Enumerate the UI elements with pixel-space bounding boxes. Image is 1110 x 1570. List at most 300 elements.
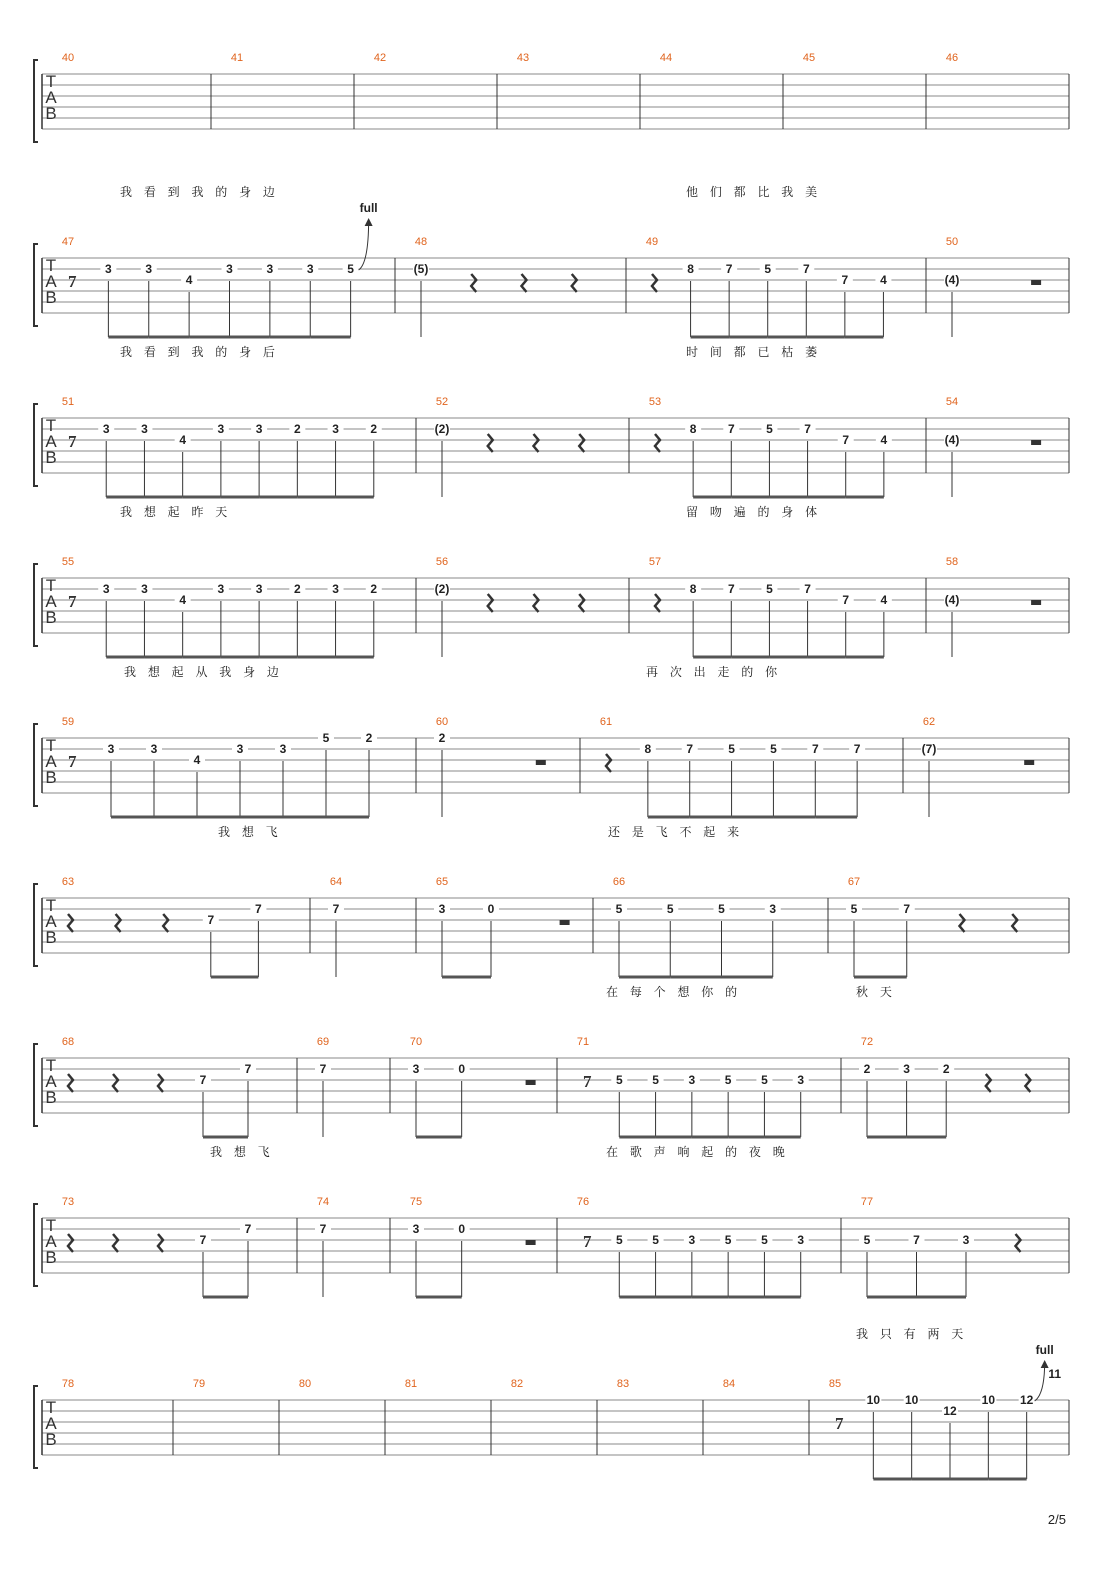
measure — [62, 716, 377, 817]
fret-number: 3 — [332, 422, 339, 436]
measure-number: 62 — [922, 716, 936, 728]
rest-quarter — [1025, 1074, 1030, 1092]
fret-number: 5 — [615, 1073, 623, 1087]
fret-number: 7 — [686, 742, 694, 756]
measure — [62, 556, 382, 657]
fret-number: 3 — [903, 1062, 910, 1076]
measure — [921, 716, 1034, 817]
measure — [299, 1378, 311, 1390]
measure — [231, 52, 243, 64]
measure-number: 52 — [435, 396, 449, 408]
tab-clef-letter: A — [45, 912, 57, 931]
tab-clef-letter: T — [45, 1398, 57, 1417]
tab-system — [34, 52, 1069, 142]
rest-eighth: 7 — [68, 272, 77, 291]
fret-number: 2 — [370, 422, 378, 436]
fret-number: 4 — [880, 273, 887, 287]
fret-number: 2 — [293, 422, 301, 436]
fret-number: 7 — [319, 1222, 327, 1236]
measure — [803, 52, 815, 64]
measure-number: 75 — [409, 1196, 423, 1208]
measure-number: 61 — [599, 716, 613, 728]
measure — [62, 1378, 74, 1390]
tab-clef-letter: T — [45, 1216, 57, 1235]
fret-number: 7 — [903, 902, 911, 916]
measure-number: 69 — [316, 1036, 330, 1048]
rest-eighth: 7 — [68, 592, 77, 611]
fret-number: 7 — [725, 262, 733, 276]
measure — [859, 1036, 1030, 1137]
rest-half — [526, 1240, 536, 1245]
fret-number: 5 — [850, 902, 858, 916]
measure — [617, 1378, 629, 1390]
fret-number: (7) — [921, 742, 937, 756]
fret-number: 4 — [193, 753, 201, 767]
fret-number: 3 — [141, 582, 148, 596]
tab-clef-letter: A — [45, 1072, 57, 1091]
fret-number: 3 — [769, 902, 777, 916]
fret-number: 4 — [880, 593, 888, 607]
fret-number: 3 — [105, 262, 112, 276]
measure — [646, 236, 892, 337]
fret-number: 10 — [904, 1393, 919, 1407]
fret-number: 7 — [811, 742, 819, 756]
measure — [660, 52, 672, 64]
fret-number: 7 — [319, 1062, 327, 1076]
measure-number: 53 — [648, 396, 662, 408]
fret-number: 3 — [797, 1233, 805, 1247]
tab-clef-letter: B — [45, 768, 57, 787]
tab-clef-letter: B — [45, 928, 57, 947]
tab-clef-letter: B — [45, 1430, 57, 1449]
fret-number: 3 — [412, 1062, 420, 1076]
measure-number: 48 — [414, 236, 428, 248]
measure — [944, 396, 1041, 497]
measure — [434, 396, 584, 497]
fret-number: 0 — [458, 1222, 466, 1236]
page-number: 2/5 — [1047, 1512, 1066, 1527]
fret-number: 5 — [770, 742, 777, 756]
rest-quarter — [158, 1234, 163, 1252]
measure — [374, 52, 386, 64]
measure-number: 57 — [648, 556, 662, 568]
measure-number: 66 — [612, 876, 626, 888]
measure — [62, 1036, 256, 1137]
measure — [62, 1196, 256, 1297]
measure-number: 42 — [373, 52, 387, 64]
rest-quarter — [113, 1074, 118, 1092]
measure-number: 56 — [435, 556, 449, 568]
bend-label: full — [1035, 1343, 1054, 1357]
fret-number: 8 — [689, 422, 697, 436]
fret-number: 7 — [255, 902, 262, 916]
measure — [511, 1378, 523, 1390]
tab-clef-letter: B — [45, 448, 57, 467]
measure-number: 60 — [435, 716, 449, 728]
measure-number: 45 — [802, 52, 816, 64]
lyric-line: 我 只 有 两 天 — [856, 1327, 968, 1341]
fret-number: 5 — [615, 1233, 623, 1247]
measure — [328, 876, 344, 977]
fret-number: 7 — [802, 262, 810, 276]
fret-number: 2 — [293, 582, 301, 596]
lyric-line: 时 间 都 已 枯 萎 — [686, 345, 822, 359]
rest-quarter — [534, 434, 539, 452]
fret-number: 0 — [487, 902, 495, 916]
fret-number: 3 — [150, 742, 158, 756]
rest-quarter — [655, 434, 660, 452]
system-bracket — [34, 404, 38, 486]
fret-number: 7 — [332, 902, 340, 916]
tab-clef-letter: B — [45, 1088, 57, 1107]
fret-number: 3 — [255, 422, 263, 436]
fret-number: 5 — [347, 262, 354, 276]
measure-number: 59 — [61, 716, 75, 728]
measure — [315, 1196, 331, 1297]
fret-number: 7 — [804, 422, 811, 436]
fret-number: 5 — [615, 902, 623, 916]
fret-number: 12 — [943, 1404, 957, 1418]
fret-number: 5 — [761, 1233, 768, 1247]
fret-number: 2 — [863, 1062, 871, 1076]
measure-number: 43 — [516, 52, 530, 64]
rest-quarter — [579, 594, 584, 612]
fret-number: 3 — [306, 262, 314, 276]
fret-number: 3 — [145, 262, 153, 276]
measure-number: 80 — [298, 1378, 312, 1390]
measure — [611, 876, 781, 977]
measure-number: 81 — [404, 1378, 418, 1390]
measure — [408, 1036, 536, 1137]
measure — [600, 716, 865, 817]
measure — [723, 1378, 735, 1390]
measure — [434, 716, 546, 817]
measure — [405, 1378, 417, 1390]
lyric-line: 我 想 飞 — [218, 825, 282, 839]
tab-clef-letter: A — [45, 592, 57, 611]
fret-number: 7 — [913, 1233, 920, 1247]
fret-number: 7 — [804, 582, 811, 596]
measure-number: 47 — [61, 236, 75, 248]
system-bracket — [34, 244, 38, 326]
tab-system — [34, 1326, 1069, 1479]
tab-clef-letter: A — [45, 272, 57, 291]
rest-quarter — [652, 274, 657, 292]
measure — [62, 876, 267, 977]
rest-quarter — [572, 274, 577, 292]
rest-quarter — [488, 594, 493, 612]
rest-quarter — [534, 594, 539, 612]
tab-system — [34, 984, 1069, 1137]
fret-number: 5 — [761, 1073, 768, 1087]
fret-number: (5) — [413, 262, 429, 276]
lyric-line: 我 看 到 我 的 身 边 — [120, 185, 279, 199]
rest-half — [1024, 760, 1034, 765]
fret-number: 3 — [102, 422, 110, 436]
fret-number: 2 — [365, 731, 373, 745]
tab-system — [34, 504, 1069, 657]
fret-number: 3 — [236, 742, 244, 756]
lyric-line: 我 想 起 昨 天 — [120, 505, 232, 519]
bend-label: full — [359, 201, 378, 215]
fret-number: (4) — [944, 433, 960, 447]
rest-quarter — [960, 914, 965, 932]
bend-target-fret: 11 — [1048, 1367, 1062, 1381]
measure-number: 41 — [230, 52, 244, 64]
measure-number: 64 — [329, 876, 343, 888]
tab-clef-letter: T — [45, 72, 57, 91]
measure — [577, 1196, 809, 1297]
fret-number: 8 — [644, 742, 652, 756]
measure — [649, 556, 892, 657]
rest-quarter — [116, 914, 121, 932]
tab-clef-letter: A — [45, 752, 57, 771]
measure — [517, 52, 529, 64]
rest-quarter — [1012, 914, 1017, 932]
fret-number: 7 — [244, 1222, 252, 1236]
rest-quarter — [522, 274, 527, 292]
fret-number: 10 — [981, 1393, 996, 1407]
rest-eighth: 7 — [68, 752, 77, 771]
measure — [193, 1378, 205, 1390]
lyric-line: 还 是 飞 不 起 来 — [608, 825, 744, 839]
measure — [62, 396, 382, 497]
measure-number: 70 — [409, 1036, 423, 1048]
fret-number: 3 — [217, 582, 225, 596]
rest-quarter — [579, 434, 584, 452]
tab-clef-letter: B — [45, 1248, 57, 1267]
measure — [315, 1036, 331, 1137]
system-bracket — [34, 1386, 38, 1468]
system-bracket — [34, 60, 38, 142]
fret-number: 7 — [207, 913, 215, 927]
measure — [946, 52, 958, 64]
measure-number: 85 — [828, 1378, 842, 1390]
fret-number: 3 — [141, 422, 148, 436]
tab-system — [34, 1144, 1069, 1297]
tab-clef-letter: T — [45, 1056, 57, 1075]
fret-number: 3 — [438, 902, 446, 916]
fret-number: 5 — [863, 1233, 871, 1247]
fret-number: 4 — [185, 273, 193, 287]
fret-number: 3 — [797, 1073, 805, 1087]
fret-number: 4 — [179, 593, 187, 607]
fret-number: 7 — [853, 742, 861, 756]
fret-number: 3 — [332, 582, 339, 596]
fret-number: (4) — [944, 273, 960, 287]
rest-quarter — [113, 1234, 118, 1252]
tab-clef-letter: B — [45, 608, 57, 627]
fret-number: 3 — [279, 742, 287, 756]
tab-system — [34, 664, 1069, 817]
measure — [62, 52, 74, 64]
measure-number: 54 — [945, 396, 959, 408]
rest-quarter — [606, 754, 611, 772]
rest-quarter — [488, 434, 493, 452]
fret-number: 8 — [687, 262, 694, 276]
measure-number: 58 — [945, 556, 959, 568]
fret-number: 5 — [724, 1073, 732, 1087]
fret-number: 3 — [226, 262, 233, 276]
fret-number: 7 — [727, 582, 735, 596]
rest-quarter — [163, 914, 168, 932]
measure-number: 83 — [616, 1378, 630, 1390]
fret-number: 7 — [199, 1073, 207, 1087]
system-bracket — [34, 1204, 38, 1286]
fret-number: 7 — [199, 1233, 207, 1247]
tab-clef-letter: T — [45, 736, 57, 755]
fret-number: 3 — [255, 582, 263, 596]
measure — [859, 1196, 1021, 1297]
fret-number: 2 — [942, 1062, 950, 1076]
measure-number: 79 — [192, 1378, 206, 1390]
tab-clef-letter: A — [45, 432, 57, 451]
rest-quarter — [68, 914, 73, 932]
measure-number: 67 — [847, 876, 861, 888]
tab-clef-letter: A — [45, 1414, 57, 1433]
lyric-line: 再 次 出 走 的 你 — [646, 665, 782, 679]
measure-number: 65 — [435, 876, 449, 888]
measure-number: 49 — [645, 236, 659, 248]
measure-number: 63 — [61, 876, 75, 888]
lyric-line: 在 歌 声 响 起 的 夜 晚 — [606, 1145, 789, 1159]
measure-number: 46 — [945, 52, 959, 64]
fret-number: 4 — [179, 433, 187, 447]
tab-clef-letter: T — [45, 576, 57, 595]
measure — [944, 556, 1041, 657]
rest-half — [1031, 280, 1041, 285]
fret-number: 3 — [688, 1073, 696, 1087]
rest-quarter — [1016, 1234, 1021, 1252]
tab-clef-letter: B — [45, 288, 57, 307]
measure-number: 50 — [945, 236, 959, 248]
fret-number: 3 — [217, 422, 225, 436]
rest-eighth: 7 — [68, 432, 77, 451]
tab-system — [34, 824, 1069, 977]
fret-number: 7 — [841, 273, 849, 287]
measure-number: 71 — [576, 1036, 590, 1048]
measure-number: 76 — [576, 1196, 590, 1208]
system-bracket — [34, 564, 38, 646]
fret-number: 7 — [727, 422, 735, 436]
fret-number: 5 — [652, 1073, 659, 1087]
lyric-line: 我 想 飞 — [210, 1145, 274, 1159]
fret-number: 5 — [322, 731, 330, 745]
tab-clef-letter: A — [45, 1232, 57, 1251]
fret-number: 3 — [102, 582, 110, 596]
fret-number: 3 — [107, 742, 115, 756]
tab-clef-letter: B — [45, 104, 57, 123]
rest-quarter — [655, 594, 660, 612]
fret-number: 12 — [1019, 1393, 1034, 1407]
measure — [577, 1036, 809, 1137]
rest-half — [1031, 600, 1041, 605]
fret-number: 5 — [766, 422, 773, 436]
lyric-line: 秋 天 — [856, 985, 896, 999]
lyric-line: 我 想 起 从 我 身 边 — [124, 665, 283, 679]
rest-eighth: 7 — [583, 1072, 592, 1091]
rest-half — [560, 920, 570, 925]
fret-number: 5 — [728, 742, 735, 756]
bend-arrow — [359, 220, 369, 270]
measure-number: 40 — [61, 52, 75, 64]
measure — [434, 876, 570, 977]
measure — [434, 556, 584, 657]
bend-arrow-head — [365, 218, 373, 226]
fret-number: 5 — [652, 1233, 659, 1247]
measure — [944, 236, 1041, 337]
tab-clef-letter: T — [45, 416, 57, 435]
fret-number: 3 — [412, 1222, 420, 1236]
measure-number: 77 — [860, 1196, 874, 1208]
fret-number: 5 — [666, 902, 674, 916]
lyric-line: 他 们 都 比 我 美 — [686, 185, 822, 199]
measure — [413, 236, 577, 337]
fret-number: (4) — [944, 593, 960, 607]
rest-quarter — [158, 1074, 163, 1092]
lyric-line: 在 每 个 想 你 的 — [606, 985, 742, 999]
measure-number: 78 — [61, 1378, 75, 1390]
measure-number: 72 — [860, 1036, 874, 1048]
fret-number: 3 — [688, 1233, 696, 1247]
measure-number: 84 — [722, 1378, 736, 1390]
system-bracket — [34, 1044, 38, 1126]
fret-number: 5 — [718, 902, 725, 916]
fret-number: 10 — [866, 1393, 881, 1407]
rest-eighth: 7 — [835, 1414, 844, 1433]
tab-clef-letter: T — [45, 896, 57, 915]
measure-number: 68 — [61, 1036, 75, 1048]
tab-clef-letter: T — [45, 256, 57, 275]
tab-system — [34, 344, 1069, 497]
fret-number: 5 — [764, 262, 772, 276]
lyric-line: 留 吻 遍 的 身 体 — [686, 505, 822, 519]
rest-half — [526, 1080, 536, 1085]
lyric-line: 我 看 到 我 的 身 后 — [120, 345, 279, 359]
measure — [649, 396, 892, 497]
measure-number: 51 — [61, 396, 75, 408]
system-bracket — [34, 884, 38, 966]
fret-number: 7 — [244, 1062, 252, 1076]
fret-number: 5 — [724, 1233, 732, 1247]
fret-number: 4 — [880, 433, 888, 447]
fret-number: 0 — [458, 1062, 466, 1076]
fret-number: (2) — [434, 422, 450, 436]
fret-number: 2 — [370, 582, 378, 596]
tab-clef-letter: A — [45, 88, 57, 107]
rest-eighth: 7 — [583, 1232, 592, 1251]
measure-number: 44 — [659, 52, 673, 64]
fret-number: 8 — [689, 582, 697, 596]
rest-quarter — [68, 1074, 73, 1092]
fret-number: 2 — [438, 731, 446, 745]
system-bracket — [34, 724, 38, 806]
fret-number: 3 — [266, 262, 274, 276]
measure-number: 82 — [510, 1378, 524, 1390]
measure-number: 55 — [61, 556, 75, 568]
rest-quarter — [68, 1234, 73, 1252]
fret-number: 7 — [842, 433, 850, 447]
tab-system — [34, 184, 1069, 337]
measure — [408, 1196, 536, 1297]
measure-number: 73 — [61, 1196, 75, 1208]
fret-number: (2) — [434, 582, 450, 596]
fret-number: 3 — [962, 1233, 970, 1247]
rest-half — [1031, 440, 1041, 445]
fret-number: 5 — [766, 582, 773, 596]
rest-quarter — [471, 274, 476, 292]
measure — [846, 876, 1017, 977]
